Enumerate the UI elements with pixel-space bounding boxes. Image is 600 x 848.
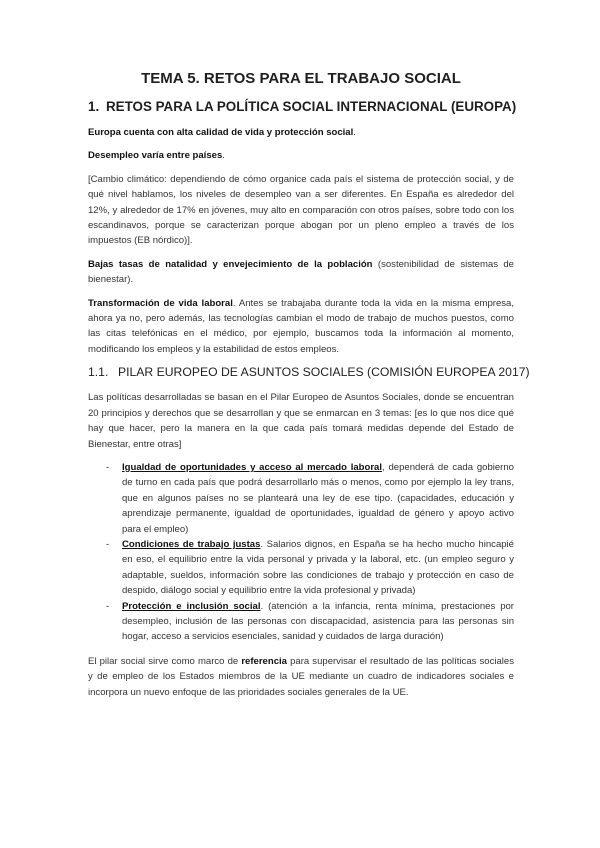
paragraph-work-life-transformation xyxy=(88,296,514,358)
paragraph-pillar-intro: Las políticas desarrolladas se basan en el Pilar Europeo de Asuntos Sociales, donde se encuentran 20 principios y derechos que se desarrollan y que se enmarcan en 3 temas: [es lo que nos dice qué hay que hacer, pero la manera en la que cada país tomará medidas depende del Estado de Bienestar, entre otras] xyxy=(88,392,514,450)
birth-rates-rest: (sostenibilidad de sistemas de bienestar). xyxy=(88,258,514,286)
document-page xyxy=(88,70,530,708)
quality-of-life-period: . xyxy=(353,127,356,138)
section-1-1-title: PILAR EUROPEO DE ASUNTOS SOCIALES (COMISIÓN EUROPEA 2017) xyxy=(118,365,530,380)
list-item xyxy=(88,460,514,537)
document-title: TEMA 5. RETOS PARA EL TRABAJO SOCIAL xyxy=(141,70,461,87)
paragraph-climate-change: [Cambio climático: dependiendo de cómo organice cada país el sistema de protección social, y de qué nivel hablamos, los niveles de desempleo van a ser diferentes. En España es alrededor del 12%, y alrededor de 17% en jóvenes, muy alto en comparación con otros países, sobre todo con los escandinavos, porque se caracterizan porque abogan por un pleno empleo a través de los impuestos (EB nórdico)]. xyxy=(88,173,514,247)
paragraph-unemployment xyxy=(88,148,514,163)
paragraph-closing xyxy=(88,654,514,700)
work-life-bold: Transformación de vida laboral xyxy=(88,297,233,309)
paragraph-birth-rates xyxy=(88,257,514,288)
list-item-bold: Igualdad de oportunidades y acceso al mercado laboral xyxy=(122,461,383,473)
dash-bullet: - xyxy=(106,538,110,550)
list-item-rest: . Salarios dignos, en España se ha hecho mucho hincapié en eso, el equilibrio entre la vida personal y privada y la laboral, etc. (un empleo seguro y adaptable, sueldos, información sobre las condiciones de trabajo y protección en caso de despido, diálogo social y equilibrio entre la vida profesional y privada) xyxy=(122,538,514,597)
closing-bold: referencia xyxy=(241,655,287,667)
section-1-1-number: 1.1. xyxy=(88,365,109,380)
list-item xyxy=(88,599,514,645)
dash-bullet: - xyxy=(106,600,110,612)
quality-of-life-text: Europa cuenta con alta calidad de vida y protección social xyxy=(88,127,354,138)
work-life-rest: . Antes se trabajaba durante toda la vida en la misma empresa, ahora ya no, pero además, las tecnologías cambian el modo de trabajo de muchos puestos, como las citas telefónicas en el médico, por ejemplo, buscamos toda la información al momento, modificando los empleos y la estabilidad de estos empleos. xyxy=(88,297,515,355)
closing-post: para supervisar el resultado de las políticas sociales y de empleo de los Estados miembros de la UE mediante un cuadro de indicadores sociales e incorpora un nuevo enfoque de las prioridades sociales generales de la UE. xyxy=(88,655,515,698)
birth-rates-bold: Bajas tasas de natalidad y envejecimiento de la población xyxy=(88,258,373,270)
pillar-themes-list xyxy=(88,460,514,645)
closing-pre: El pilar social sirve como marco de xyxy=(88,655,242,667)
dash-bullet: - xyxy=(106,461,110,473)
section-1-1-heading xyxy=(88,365,530,380)
unemployment-period: . xyxy=(222,150,225,162)
list-item-rest: . (atención a la infancia, renta mínima, prestaciones por desempleo, inclusión de las personas con discapacidad, asistencia para las personas sin hogar, acceso a servicios esenciales, sanidad y cuidados de larga duración) xyxy=(122,600,514,643)
list-item-rest: , dependerá de cada gobierno de turno en cada país que podrá desarrollarlo más o menos, como por ejemplo la ley trans, que en algunos países no se planteará una ley de ese tipo. (capacidades, educación y aprendizaje permanente, igualdad de oportunidades, igualdad de género y apoyo activo para el empleo) xyxy=(122,461,514,535)
list-item-bold: Condiciones de trabajo justas xyxy=(122,538,261,550)
list-item xyxy=(88,537,514,599)
section-1-heading xyxy=(88,99,517,114)
unemployment-text: Desempleo varía entre países xyxy=(88,150,223,162)
paragraph-quality-of-life xyxy=(88,125,514,140)
section-1-number: 1. xyxy=(88,99,100,114)
list-item-bold: Protección e inclusión social xyxy=(122,600,261,612)
section-1-title: RETOS PARA LA POLÍTICA SOCIAL INTERNACIONAL (EUROPA) xyxy=(106,99,517,114)
